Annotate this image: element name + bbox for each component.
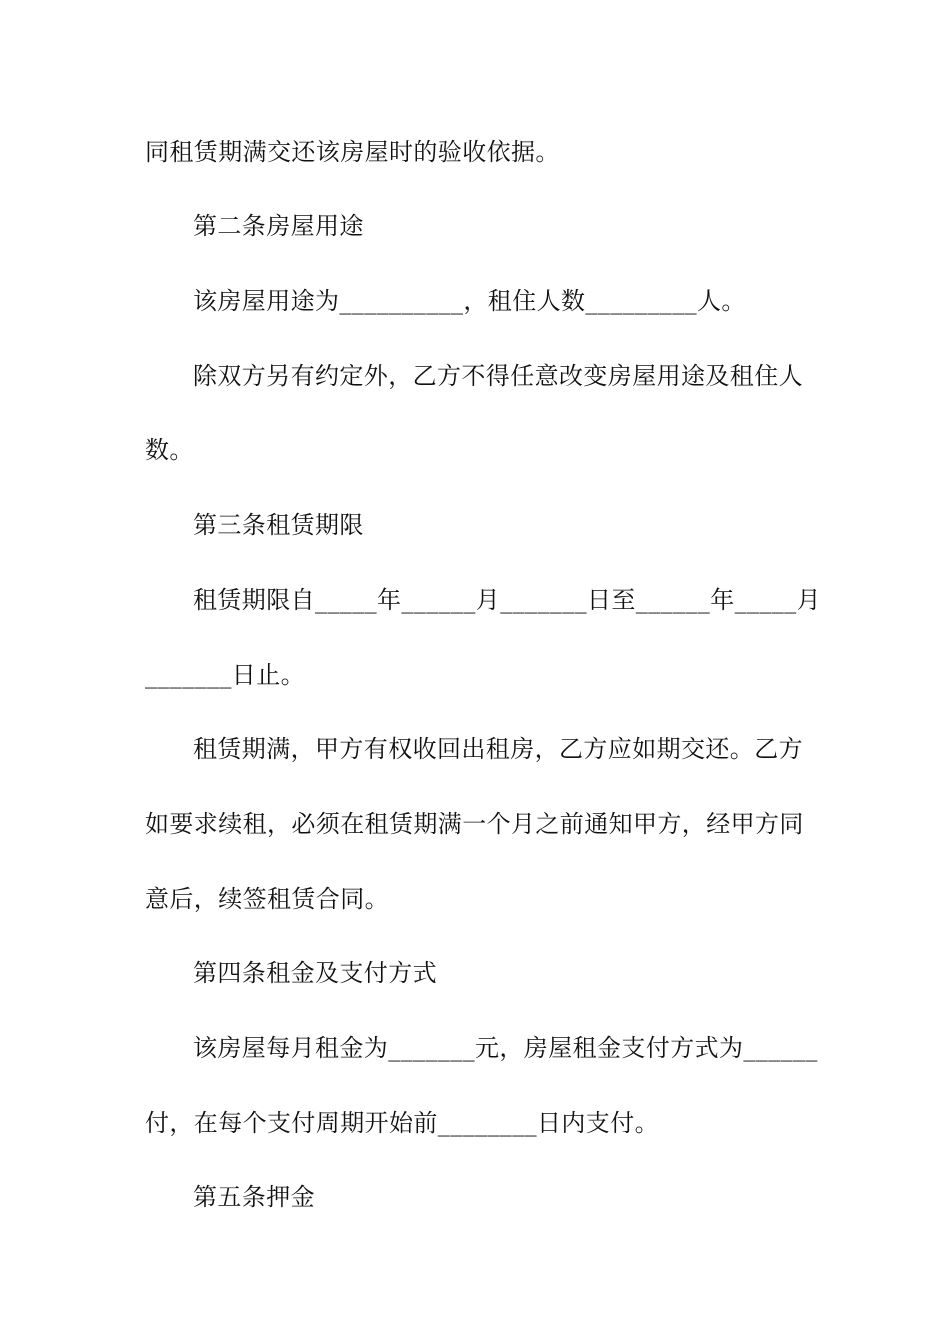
paragraph-line: 同租赁期满交还该房屋时的验收依据。: [145, 138, 560, 166]
article-heading: 第二条房屋用途: [193, 212, 364, 240]
paragraph-line: 如要求续租，必须在租赁期满一个月之前通知甲方，经甲方同: [145, 810, 804, 838]
paragraph-line: 付，在每个支付周期开始前________日内支付。: [145, 1109, 659, 1137]
paragraph-line: 租赁期满，甲方有权收回出租房，乙方应如期交还。乙方: [193, 735, 803, 763]
paragraph-line: _______日止。: [145, 661, 305, 689]
paragraph-line: 意后，续签租赁合同。: [145, 885, 389, 913]
paragraph-line: 除双方另有约定外，乙方不得任意改变房屋用途及租住人: [193, 362, 803, 390]
paragraph-line: 该房屋每月租金为_______元，房屋租金支付方式为______: [193, 1034, 818, 1062]
paragraph-line: 该房屋用途为__________，租住人数_________人。: [193, 287, 746, 315]
paragraph-line: 数。: [145, 436, 194, 464]
article-heading: 第五条押金: [193, 1183, 315, 1211]
article-heading: 第三条租赁期限: [193, 511, 364, 539]
article-heading: 第四条租金及支付方式: [193, 959, 437, 987]
paragraph-line: 租赁期限自_____年______月_______日至______年_____月: [193, 586, 821, 614]
